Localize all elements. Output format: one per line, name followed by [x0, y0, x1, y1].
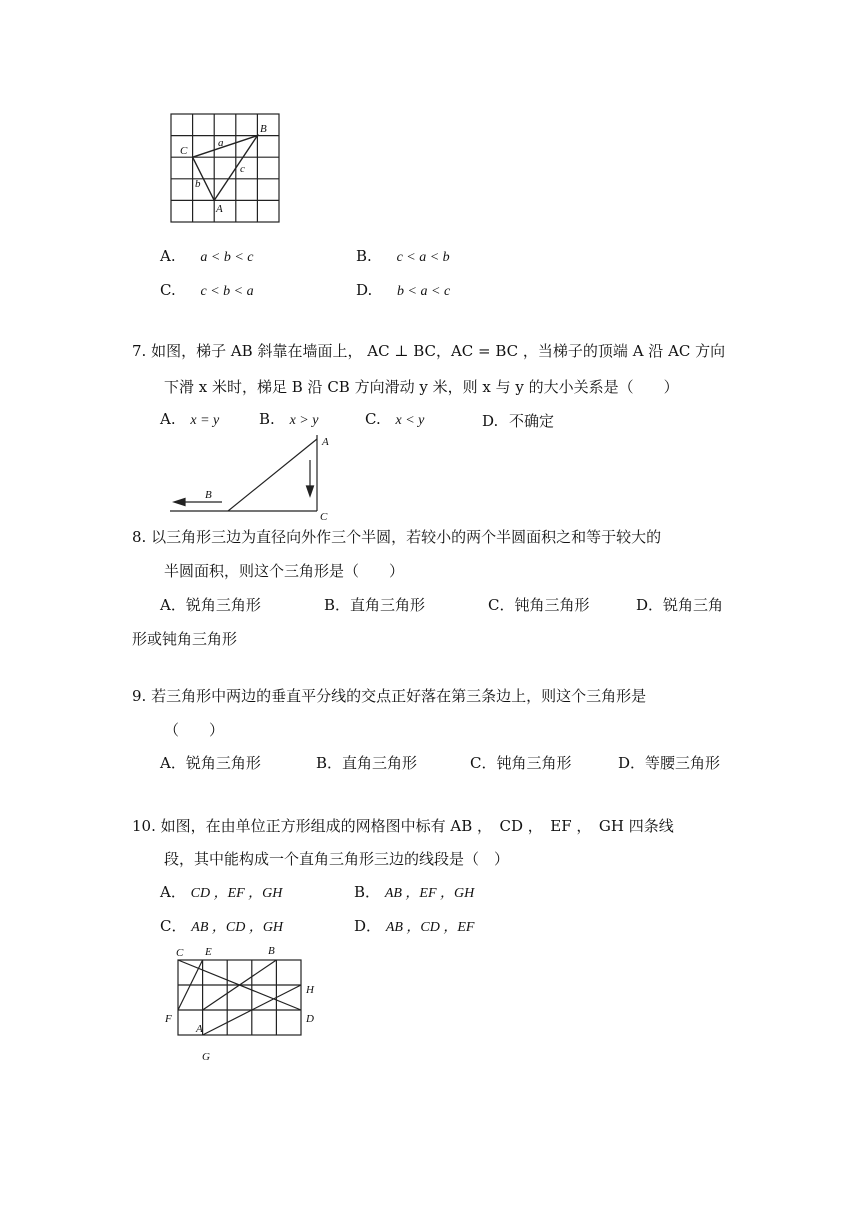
q10-figure	[160, 940, 330, 1065]
q7-label-C: C	[320, 511, 328, 522]
option-letter: D.	[356, 281, 373, 299]
q10-label-B: B	[268, 945, 275, 957]
q10-stem-line2: 段，其中能构成一个直角三角形三边的线段是（ ）	[164, 850, 510, 868]
option-letter: A.	[160, 410, 176, 428]
q7-option-c	[365, 410, 424, 429]
q9-stem-line1: 9. 若三角形中两边的垂直平分线的交点正好落在第三条边上，则这个三角形是	[132, 687, 647, 705]
q10-option-a	[160, 881, 282, 902]
option-letter: C.	[365, 410, 381, 428]
option-expr: AB ，CD ，GH	[191, 920, 284, 935]
option-expr: x = y	[190, 413, 220, 428]
q10-label-G: G	[202, 1051, 210, 1063]
q9-option-c: C．钝角三角形	[470, 754, 572, 772]
q10-label-E: E	[205, 946, 212, 958]
option-letter: D．	[354, 917, 382, 935]
q8-option-d: D．锐角三角	[636, 596, 724, 614]
option-expr: 不确定	[509, 412, 555, 430]
q7-stem-line1: 7. 如图，梯子 AB 斜靠在墙面上， AC ⊥ BC，AC = BC ，当梯子的顶端 A 沿 AC 方向	[132, 342, 726, 360]
option-letter: A.	[160, 247, 176, 265]
q8-option-d-continued: 形或钝角三角形	[132, 630, 238, 648]
q6-option-b	[356, 247, 450, 266]
q10-label-A: A	[196, 1023, 203, 1035]
q9-stem-line2: （ ）	[164, 721, 225, 739]
option-expr: x < y	[395, 413, 425, 428]
option-expr: c < a < b	[396, 250, 450, 265]
q10-option-d	[354, 915, 474, 936]
q7-option-b	[259, 410, 318, 429]
q7-down-arrowhead	[307, 486, 314, 496]
q8-option-c: C．钝角三角形	[488, 596, 590, 614]
q6-label-C: C	[180, 145, 188, 157]
option-expr: CD ，EF ，GH	[190, 886, 283, 901]
q7-left-arrowhead	[174, 499, 185, 506]
option-letter: B.	[356, 247, 372, 265]
q6-option-d	[356, 281, 450, 300]
q7-ladder	[228, 439, 317, 511]
q7-option-a	[160, 410, 219, 429]
q7-option-d	[482, 410, 554, 431]
q6-label-A: A	[216, 203, 223, 215]
option-expr: b < a < c	[397, 284, 451, 299]
q6-option-c	[160, 281, 254, 300]
q10-stem-line1: 10. 如图，在由单位正方形组成的网格图中标有 AB ， CD ， EF ， GH 四条线	[132, 817, 674, 835]
option-letter: C．	[160, 917, 187, 935]
q8-option-b: B．直角三角形	[324, 596, 426, 614]
q9-option-d: D．等腰三角形	[618, 754, 721, 772]
q6-label-a: a	[218, 137, 224, 149]
q6-label-B: B	[260, 123, 267, 135]
q8-option-a: A．锐角三角形	[160, 596, 261, 614]
q6-label-c: c	[240, 163, 245, 175]
q7-stem-line2: 下滑 x 米时，梯足 B 沿 CB 方向滑动 y 米，则 x 与 y 的大小关系是（ ）	[164, 378, 679, 396]
option-letter: D.	[482, 412, 499, 430]
option-expr: AB ，CD ，EF	[385, 920, 475, 935]
q9-option-b: B．直角三角形	[316, 754, 418, 772]
option-letter: B．	[354, 883, 381, 901]
option-expr: x > y	[289, 413, 319, 428]
q10-label-D: D	[306, 1013, 314, 1025]
q10-label-F: F	[165, 1013, 172, 1025]
q10-option-b	[354, 881, 474, 902]
q6-label-b: b	[195, 178, 201, 190]
option-letter: C.	[160, 281, 176, 299]
q8-stem-line2: 半圆面积，则这个三角形是（ ）	[164, 562, 405, 580]
q7-figure	[165, 430, 345, 522]
q10-label-H: H	[306, 984, 314, 996]
q6-figure	[160, 108, 290, 228]
q6-triangle	[193, 136, 258, 201]
option-expr: c < b < a	[200, 284, 254, 299]
option-expr: a < b < c	[200, 250, 254, 265]
q9-option-a: A．锐角三角形	[160, 754, 261, 772]
option-letter: B.	[259, 410, 275, 428]
q6-option-a	[160, 247, 254, 266]
q10-option-c	[160, 915, 283, 936]
q7-label-B: B	[205, 489, 212, 501]
q10-label-C: C	[176, 947, 184, 959]
q8-stem-line1: 8. 以三角形三边为直径向外作三个半圆，若较小的两个半圆面积之和等于较大的	[132, 528, 662, 546]
option-letter: A．	[160, 883, 186, 901]
option-expr: AB ，EF ，GH	[384, 886, 475, 901]
q7-label-A: A	[322, 436, 329, 448]
